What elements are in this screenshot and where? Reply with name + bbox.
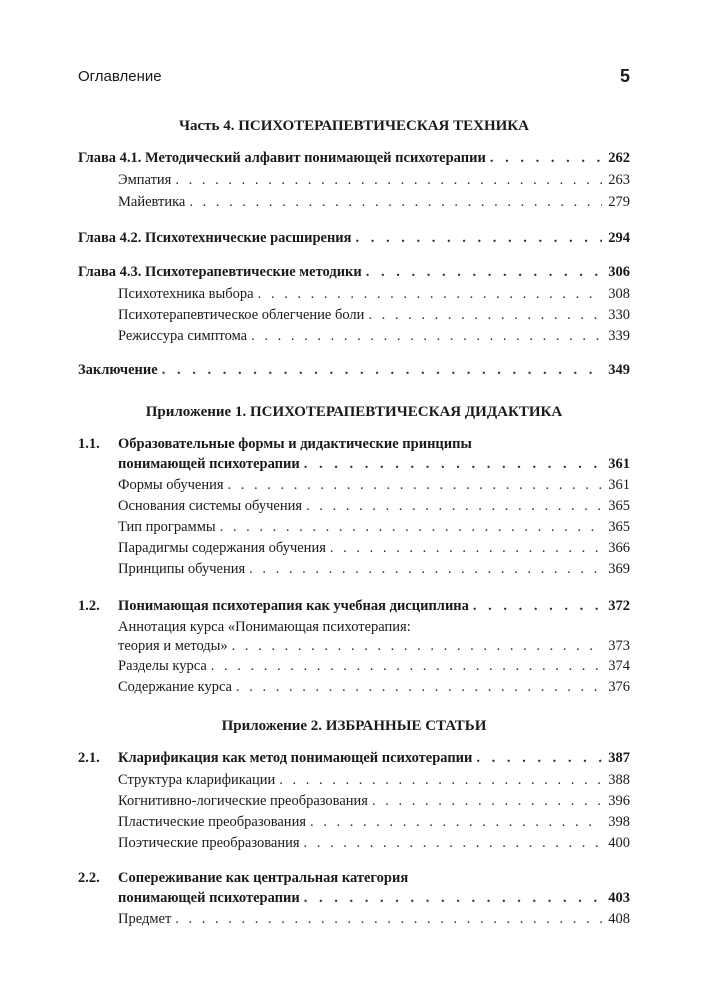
toc-entry-chapter[interactable] [78, 228, 630, 248]
toc-entry-number: 1.1. [78, 436, 100, 452]
toc-entry-section[interactable] [118, 770, 630, 790]
toc-entry-title-line1: Аннотация курса «Понимающая психотерапия: [118, 619, 411, 635]
toc-entry-page: 376 [608, 679, 630, 695]
toc-entry-section[interactable] [118, 517, 630, 537]
part-heading: Часть 4. ПСИХОТЕРАПЕВТИЧЕСКАЯ ТЕХНИКА [178, 118, 529, 134]
toc-entry-page: 308 [608, 286, 630, 302]
toc-entry-title-line1: Образовательные формы и дидактические принципы [118, 436, 472, 452]
toc-entry-page: 366 [608, 540, 630, 556]
running-header: Оглавление [78, 68, 162, 85]
toc-entry-section[interactable] [118, 326, 630, 346]
leader-dots [490, 148, 602, 168]
toc-entry-page: 339 [608, 328, 630, 344]
toc-entry-section[interactable] [118, 538, 630, 558]
toc-entry-title: Пластические преобразования [118, 814, 306, 830]
toc-entry-page: 408 [608, 911, 630, 927]
toc-entry-title: Психотехника выбора [118, 286, 254, 302]
toc-entry-title: Основания системы обучения [118, 498, 303, 514]
toc-entry-page: 365 [608, 498, 630, 514]
toc-entry-section[interactable] [118, 833, 630, 853]
leader-dots [228, 475, 602, 495]
toc-entry-chapter[interactable] [78, 748, 630, 768]
toc-entry-section[interactable] [118, 170, 630, 190]
leader-dots [175, 909, 602, 929]
toc-entry-title: Психотерапевтическое облегчение боли [118, 307, 365, 323]
toc-entry-title: Майевтика [118, 194, 186, 210]
toc-entry-title: Поэтические преобразования [118, 835, 300, 851]
toc-entry-page: 263 [608, 172, 630, 188]
toc-entry-page: 373 [608, 638, 630, 654]
toc-entry-title: Парадигмы содержания обучения [118, 540, 326, 556]
toc-entry-page: 330 [608, 307, 630, 323]
toc-entry-title: Разделы курса [118, 658, 207, 674]
toc-entry-page: 369 [608, 561, 630, 577]
toc-entry-title: Когнитивно-логические преобразования [118, 793, 368, 809]
toc-entry-page: 374 [608, 658, 630, 674]
toc-entry-title: Понимающая психотерапия как учебная дисциплина [118, 598, 469, 614]
leader-dots [330, 538, 602, 558]
toc-entry-title: Эмпатия [118, 172, 172, 188]
toc-entry-page: 365 [608, 519, 630, 535]
toc-entry-chapter[interactable] [78, 148, 630, 168]
toc-entry-section[interactable] [118, 496, 630, 516]
toc-entry-page: 361 [608, 456, 630, 472]
leader-dots [356, 228, 602, 248]
leader-dots [304, 888, 602, 908]
toc-entry-title: Кларификация как метод понимающей психотерапии [118, 750, 473, 766]
toc-entry-title: Принципы обучения [118, 561, 246, 577]
toc-entry-title: Заключение [78, 362, 158, 378]
leader-dots [372, 791, 602, 811]
toc-entry-section[interactable] [118, 305, 630, 325]
leader-dots [476, 748, 602, 768]
toc-entry-section[interactable] [118, 909, 630, 929]
toc-entry-page: 400 [608, 835, 630, 851]
toc-entry-section[interactable] [118, 192, 630, 212]
toc-entry-page: 262 [608, 150, 630, 166]
toc-entry-page: 306 [608, 264, 630, 280]
toc-entry-title: Режиссура симптома [118, 328, 248, 344]
toc-entry-page: 403 [608, 890, 630, 906]
toc-entry-title: Глава 4.2. Психотехнические расширения [78, 230, 352, 246]
toc-entry-page: 398 [608, 814, 630, 830]
leader-dots [189, 192, 602, 212]
leader-dots [258, 284, 602, 304]
leader-dots [279, 770, 602, 790]
toc-entry-title: понимающей психотерапии [118, 456, 300, 472]
page-number: 5 [619, 66, 630, 86]
leader-dots [304, 833, 602, 853]
toc-entry-page: 361 [608, 477, 630, 493]
toc-entry-conclusion[interactable] [78, 360, 630, 380]
toc-entry-page: 294 [608, 230, 630, 246]
leader-dots [251, 326, 602, 346]
toc-entry-title: Глава 4.3. Психотерапевтические методики [78, 264, 362, 280]
toc-entry-section[interactable] [118, 791, 630, 811]
toc-entry-chapter[interactable] [118, 888, 630, 908]
toc-entry-number-row [78, 434, 630, 454]
toc-entry-title: Предмет [118, 911, 172, 927]
leader-dots [232, 636, 602, 656]
leader-dots [220, 517, 602, 537]
leader-dots [211, 656, 602, 676]
leader-dots [368, 305, 602, 325]
toc-entry-chapter[interactable] [78, 596, 630, 616]
toc-entry-section[interactable] [118, 475, 630, 495]
leader-dots [249, 559, 602, 579]
leader-dots [306, 496, 602, 516]
toc-entry-title: Формы обучения [118, 477, 224, 493]
toc-entry-title: Глава 4.1. Методический алфавит понимающей психотерапии [78, 150, 486, 166]
leader-dots [162, 360, 602, 380]
toc-entry-title: Тип программы [118, 519, 216, 535]
toc-entry-page: 387 [608, 750, 630, 766]
leader-dots [175, 170, 602, 190]
toc-entry-section[interactable] [118, 812, 630, 832]
toc-entry-section[interactable] [118, 284, 630, 304]
toc-entry-page: 372 [608, 598, 630, 614]
leader-dots [473, 596, 602, 616]
toc-entry-number-row [78, 868, 630, 888]
toc-entry-chapter[interactable] [78, 262, 630, 282]
toc-entry-section[interactable] [118, 677, 630, 697]
toc-entry-title: Содержание курса [118, 679, 232, 695]
part-heading: Приложение 2. ИЗБРАННЫЕ СТАТЬИ [221, 718, 487, 734]
toc-entry-page: 349 [608, 362, 630, 378]
toc-entry-page: 279 [608, 194, 630, 210]
toc-entry-title: теория и методы» [118, 638, 228, 654]
toc-entry-page: 388 [608, 772, 630, 788]
toc-entry-number: 2.1. [78, 750, 100, 766]
toc-entry-title: Структура кларификации [118, 772, 276, 788]
toc-entry-section[interactable] [118, 559, 630, 579]
toc-entry-chapter[interactable] [118, 454, 630, 474]
toc-entry-number: 1.2. [78, 598, 100, 614]
toc-entry-section[interactable] [118, 656, 630, 676]
leader-dots [366, 262, 602, 282]
toc-entry-page: 396 [608, 793, 630, 809]
toc-entry-number: 2.2. [78, 870, 100, 886]
toc-entry-section[interactable] [118, 636, 630, 656]
leader-dots [310, 812, 602, 832]
leader-dots [304, 454, 602, 474]
toc-entry-title: понимающей психотерапии [118, 890, 300, 906]
toc-entry-title-line1: Сопереживание как центральная категория [118, 870, 409, 886]
leader-dots [236, 677, 602, 697]
part-heading: Приложение 1. ПСИХОТЕРАПЕВТИЧЕСКАЯ ДИДАКТИКА [145, 404, 563, 420]
